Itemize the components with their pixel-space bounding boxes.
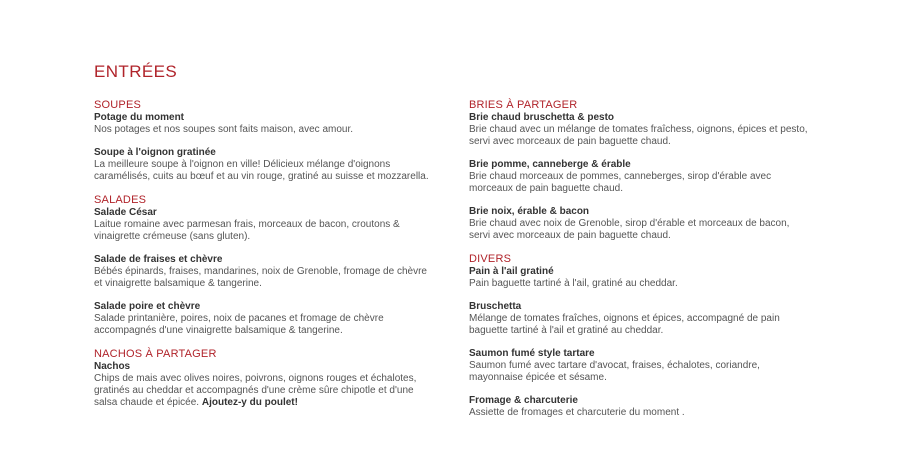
section-nachos [94,348,434,409]
section-title: SALADES [94,194,147,206]
menu-item [94,254,434,290]
item-emphasis: Ajoutez-y du poulet! [201,397,298,408]
menu-item [94,207,434,243]
menu-item [469,266,809,290]
item-description: Bébés épinards, fraises, mandarines, noix de Grenoble, fromage de chèvre et vinaigrette balsamique & tangerine. [94,266,427,289]
item-name: Fromage & charcuterie [469,395,578,406]
left-column [94,99,434,420]
section-title: BRIES À PARTAGER [469,99,578,111]
item-description: Brie chaud avec un mélange de tomates fraîchess, oignons, épices et pesto, servi avec morceaux de pain baguette chaud. [469,124,808,147]
section-title: SOUPES [94,99,142,111]
menu-item [469,395,809,419]
section-salades [94,194,434,337]
menu-item [94,112,434,136]
menu-item [94,301,434,337]
section-title: NACHOS À PARTAGER [94,348,217,360]
item-description: Nos potages et nos soupes sont faits maison, avec amour. [94,124,354,135]
section-soupes [94,99,434,183]
item-name: Brie noix, érable & bacon [469,206,590,217]
item-name: Nachos [94,361,131,372]
item-description [94,373,434,409]
menu-item [94,361,434,409]
menu-item [469,112,809,148]
item-name: Saumon fumé style tartare [469,348,595,359]
menu-item [94,147,434,183]
item-description-text: Chips de mais avec olives noires, poivrons, oignons rouges et échalotes, gratinés au cheddar et accompagnés d'une crème sûre chipotle et d'une salsa chaude et épicée. [94,373,417,408]
item-name: Salade César [94,207,157,218]
item-name: Bruschetta [469,301,522,312]
menu-item [469,206,809,242]
item-description: Saumon fumé avec tartare d'avocat, fraises, échalotes, coriandre, mayonnaise épicée et sésame. [469,360,760,383]
item-description: Assiette de fromages et charcuterie du moment . [469,407,685,418]
item-name: Brie pomme, canneberge & érable [469,159,631,170]
item-description: Salade printanière, poires, noix de pacanes et fromage de chèvre accompagnés d'une vinaigrette balsamique & tangerine. [94,313,384,336]
item-name: Salade de fraises et chèvre [94,254,223,265]
item-name: Potage du moment [94,112,185,123]
menu-item [469,348,809,384]
item-name: Pain à l'ail gratiné [469,266,554,277]
item-name: Brie chaud bruschetta & pesto [469,112,615,123]
page-title: ENTRÉES [94,62,178,81]
item-name: Salade poire et chèvre [94,301,201,312]
item-description: Pain baguette tartiné à l'ail, gratiné au cheddar. [469,278,678,289]
item-name: Soupe à l'oignon gratinée [94,147,216,158]
item-description: Brie chaud morceaux de pommes, canneberges, sirop d'érable avec morceaux de pain baguette chaud. [469,171,772,194]
right-column [469,99,809,430]
section-bries [469,99,809,242]
item-description: Laitue romaine avec parmesan frais, morceaux de bacon, croutons & vinaigrette crémeuse (sans gluten). [94,219,400,242]
section-divers [469,253,809,419]
item-description: Brie chaud avec noix de Grenoble, sirop d'érable et morceaux de bacon, servi avec morceaux de pain baguette chaud. [469,218,790,241]
item-description: La meilleure soupe à l'oignon en ville! Délicieux mélange d'oignons caramélisés, cuits au bœuf et au vin rouge, gratiné au suisse et mozzarella. [94,159,429,182]
item-description: Mélange de tomates fraîches, oignons et épices, accompagné de pain baguette tartiné à l'ail et gratiné au cheddar. [469,313,780,336]
menu-item [469,159,809,195]
section-title: DIVERS [469,253,512,265]
menu-item [469,301,809,337]
